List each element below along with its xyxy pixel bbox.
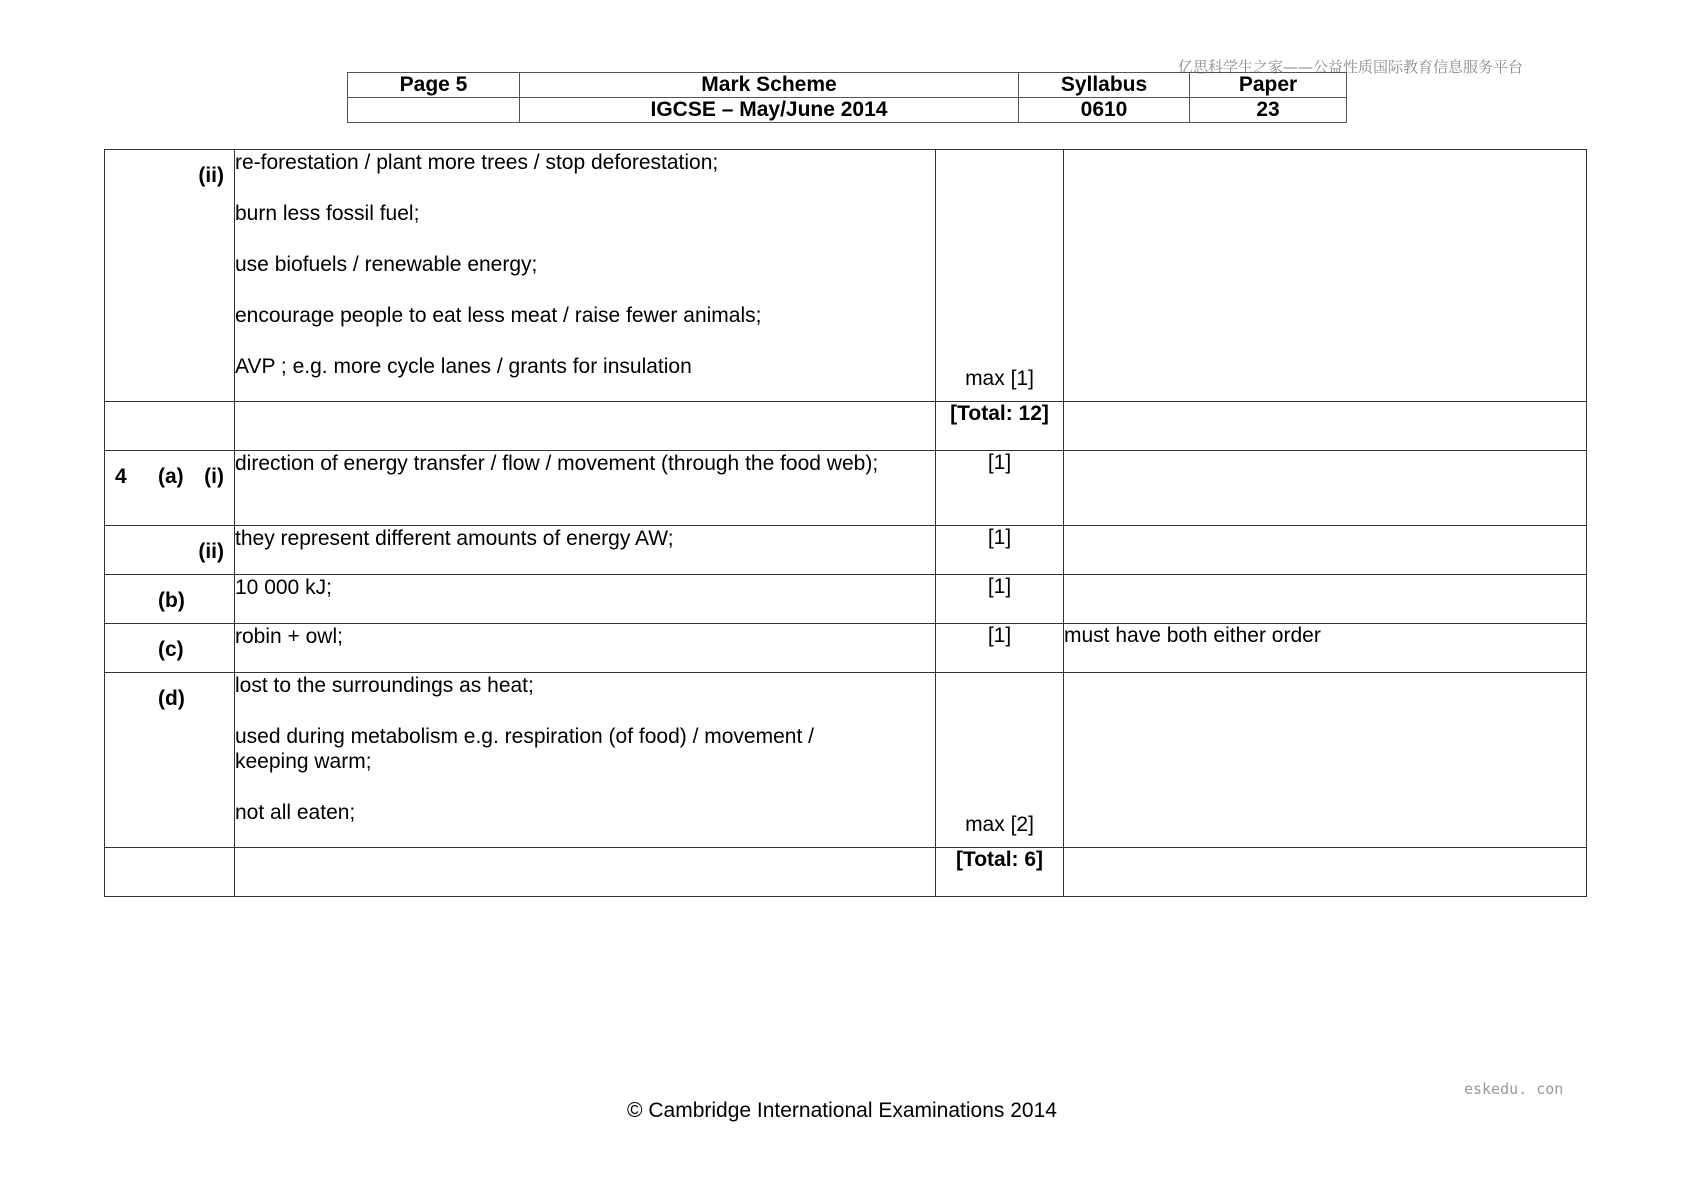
guidance-cell xyxy=(1064,673,1587,848)
marks-value: [1] xyxy=(936,624,1064,673)
subpart-label: (ii) xyxy=(198,164,224,187)
answer-cell xyxy=(235,526,936,575)
answer-line: re-forestation / plant more trees / stop deforestation; xyxy=(235,151,719,174)
answer-cell xyxy=(235,848,936,897)
marks-cell xyxy=(936,673,1064,848)
question-cell xyxy=(105,526,235,575)
header-page: Page 5 xyxy=(348,73,520,98)
answer-line: AVP ; e.g. more cycle lanes / grants for insulation xyxy=(235,355,692,378)
answer-cell xyxy=(235,673,936,848)
question-number: 4 xyxy=(115,465,127,488)
table-row xyxy=(105,673,1587,848)
answer-cell xyxy=(235,575,936,624)
answer-line: burn less fossil fuel; xyxy=(235,202,420,225)
marks-value: max [2] xyxy=(965,813,1034,836)
header-mark-scheme: Mark Scheme xyxy=(520,73,1019,98)
page-header-table xyxy=(347,72,1347,123)
header-empty-cell xyxy=(348,98,520,123)
marks-value: [1] xyxy=(936,526,1064,575)
copyright-footer: © Cambridge International Examinations 2014 xyxy=(627,1099,1057,1122)
answer-cell xyxy=(235,150,936,402)
mark-scheme-table xyxy=(104,149,1587,897)
table-row xyxy=(105,150,1587,402)
part-label: (c) xyxy=(158,638,184,661)
table-row xyxy=(105,402,1587,451)
guidance-cell xyxy=(1064,848,1587,897)
question-cell xyxy=(105,150,235,402)
question-cell xyxy=(105,575,235,624)
answer-line: direction of energy transfer / flow / movement (through the food web); xyxy=(235,452,879,475)
site-watermark: eskedu. con xyxy=(1464,1080,1564,1098)
total-marks: [Total: 12] xyxy=(936,402,1064,451)
guidance-text: must have both either order xyxy=(1064,624,1587,673)
table-row xyxy=(105,526,1587,575)
part-label: (b) xyxy=(158,589,185,612)
header-exam: IGCSE – May/June 2014 xyxy=(520,98,1019,123)
table-row xyxy=(105,624,1587,673)
marks-value: [1] xyxy=(936,451,1064,526)
answer-cell xyxy=(235,402,936,451)
header-paper: 23 xyxy=(1190,98,1347,123)
answer-cell xyxy=(235,451,936,526)
question-cell xyxy=(105,673,235,848)
question-cell xyxy=(105,624,235,673)
header-syllabus: 0610 xyxy=(1019,98,1190,123)
part-label: (d) xyxy=(158,687,185,710)
answer-line: lost to the surroundings as heat; xyxy=(235,674,534,697)
answer-line: used during metabolism e.g. respiration (of food) / movement / keeping warm; xyxy=(235,725,814,773)
answer-line: 10 000 kJ; xyxy=(235,576,332,599)
answer-line: use biofuels / renewable energy; xyxy=(235,253,538,276)
guidance-cell xyxy=(1064,575,1587,624)
guidance-cell xyxy=(1064,526,1587,575)
answer-line: robin + owl; xyxy=(235,625,343,648)
table-row xyxy=(105,575,1587,624)
answer-line: encourage people to eat less meat / raise fewer animals; xyxy=(235,304,762,327)
subpart-label: (i) xyxy=(204,465,224,488)
subpart-label: (ii) xyxy=(198,540,224,563)
header-syllabus-label: Syllabus xyxy=(1019,73,1190,98)
table-row xyxy=(105,848,1587,897)
table-row xyxy=(105,451,1587,526)
guidance-cell xyxy=(1064,402,1587,451)
question-cell xyxy=(105,848,235,897)
marks-value: max [1] xyxy=(965,367,1034,390)
header-paper-label: Paper xyxy=(1190,73,1347,98)
question-cell xyxy=(105,402,235,451)
answer-line: they represent different amounts of energy AW; xyxy=(235,527,674,550)
part-label: (a) xyxy=(158,465,184,488)
total-marks: [Total: 6] xyxy=(936,848,1064,897)
guidance-cell xyxy=(1064,150,1587,402)
answer-line: not all eaten; xyxy=(235,801,356,824)
marks-cell xyxy=(936,150,1064,402)
guidance-cell xyxy=(1064,451,1587,526)
answer-cell xyxy=(235,624,936,673)
question-cell xyxy=(105,451,235,526)
marks-value: [1] xyxy=(936,575,1064,624)
watermark-text: 亿思科学生之家——公益性质国际教育信息服务平台 xyxy=(1178,58,1524,76)
